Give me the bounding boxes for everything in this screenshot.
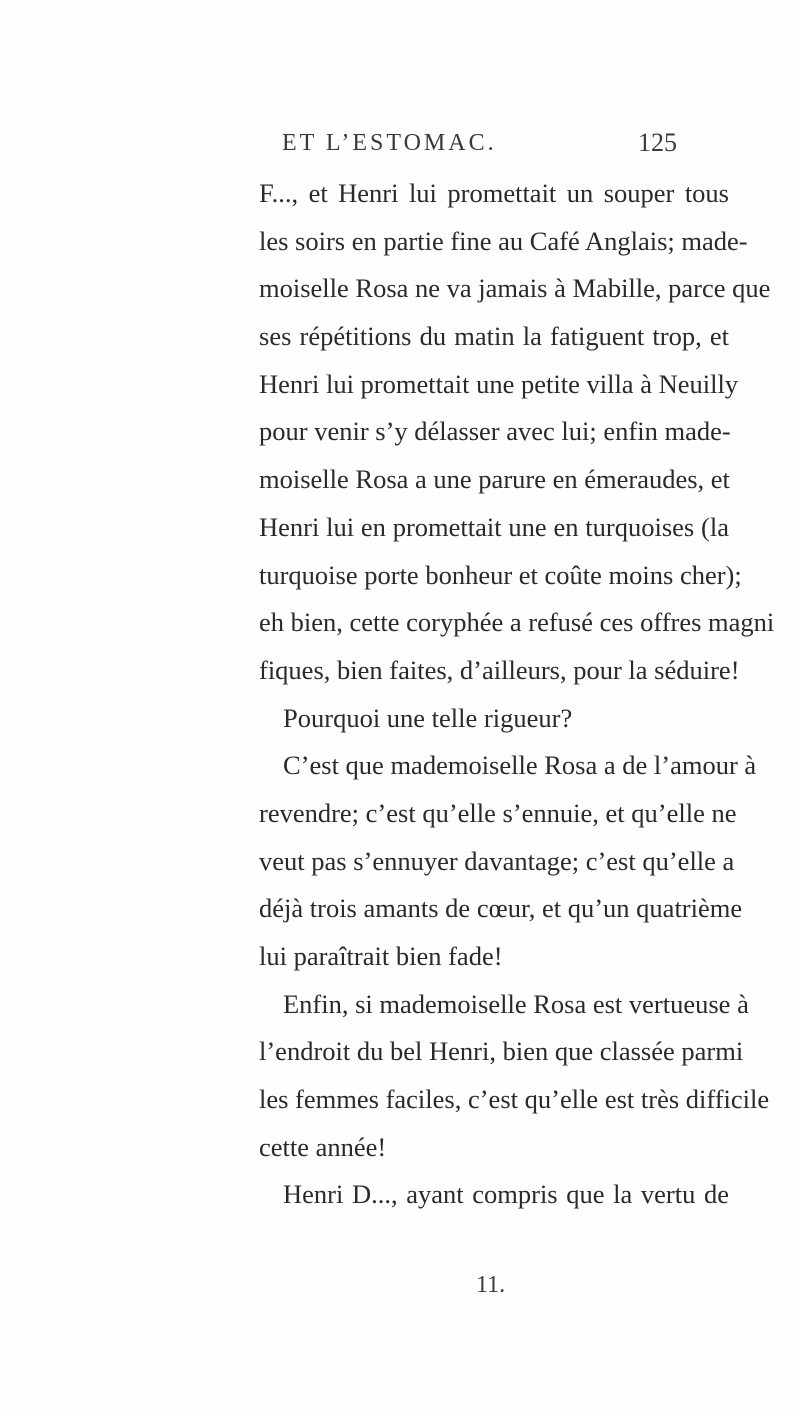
- text-line: moiselle Rosa ne va jamais à Mabille, parce que: [259, 273, 771, 304]
- signature-mark: 11.: [476, 1272, 506, 1298]
- text-line: pour venir s’y délasser avec lui; enfin made-: [259, 416, 731, 447]
- text-line: Pourquoi une telle rigueur?: [283, 702, 573, 733]
- body-text: [259, 170, 775, 1219]
- running-head: ET L’ESTOMAC.: [282, 130, 497, 156]
- text-line: les femmes faciles, c’est qu’elle est très difficile: [259, 1084, 770, 1115]
- text-line: Henri lui promettait une petite villa à Neuilly: [259, 368, 739, 399]
- text-line: C’est que mademoiselle Rosa a de l’amour à: [283, 750, 757, 781]
- text-line: ses répétitions du matin la fatiguent trop, et: [259, 321, 729, 352]
- page-number: 125: [638, 128, 677, 157]
- text-line: l’endroit du bel Henri, bien que classée parmi: [259, 1036, 744, 1067]
- text-line: Enfin, si mademoiselle Rosa est vertueuse à: [283, 988, 749, 1019]
- text-line: Henri lui en promettait une en turquoises (la: [259, 511, 729, 542]
- text-line: veut pas s’ennuyer davantage; c’est qu’elle a: [259, 845, 735, 876]
- text-line: les soirs en partie fine au Café Anglais; made-: [259, 225, 748, 256]
- text-line: F..., et Henri lui promettait un souper tous: [259, 178, 729, 208]
- text-line: moiselle Rosa a une parure en émeraudes, et: [259, 464, 730, 495]
- text-line: Henri D..., ayant compris que la vertu de: [283, 1179, 729, 1210]
- text-line: revendre; c’est qu’elle s’ennuie, et qu’elle ne: [259, 797, 737, 828]
- text-line: eh bien, cette coryphée a refusé ces offres magni: [259, 607, 775, 638]
- text-line: turquoise porte bonheur et coûte moins cher);: [259, 559, 742, 590]
- text-line: lui paraîtrait bien fade!: [259, 941, 503, 971]
- text-line: déjà trois amants de cœur, et qu’un quatrième: [259, 893, 743, 924]
- text-line: cette année!: [259, 1131, 387, 1162]
- text-line: fiques, bien faites, d’ailleurs, pour la séduire!: [259, 654, 740, 685]
